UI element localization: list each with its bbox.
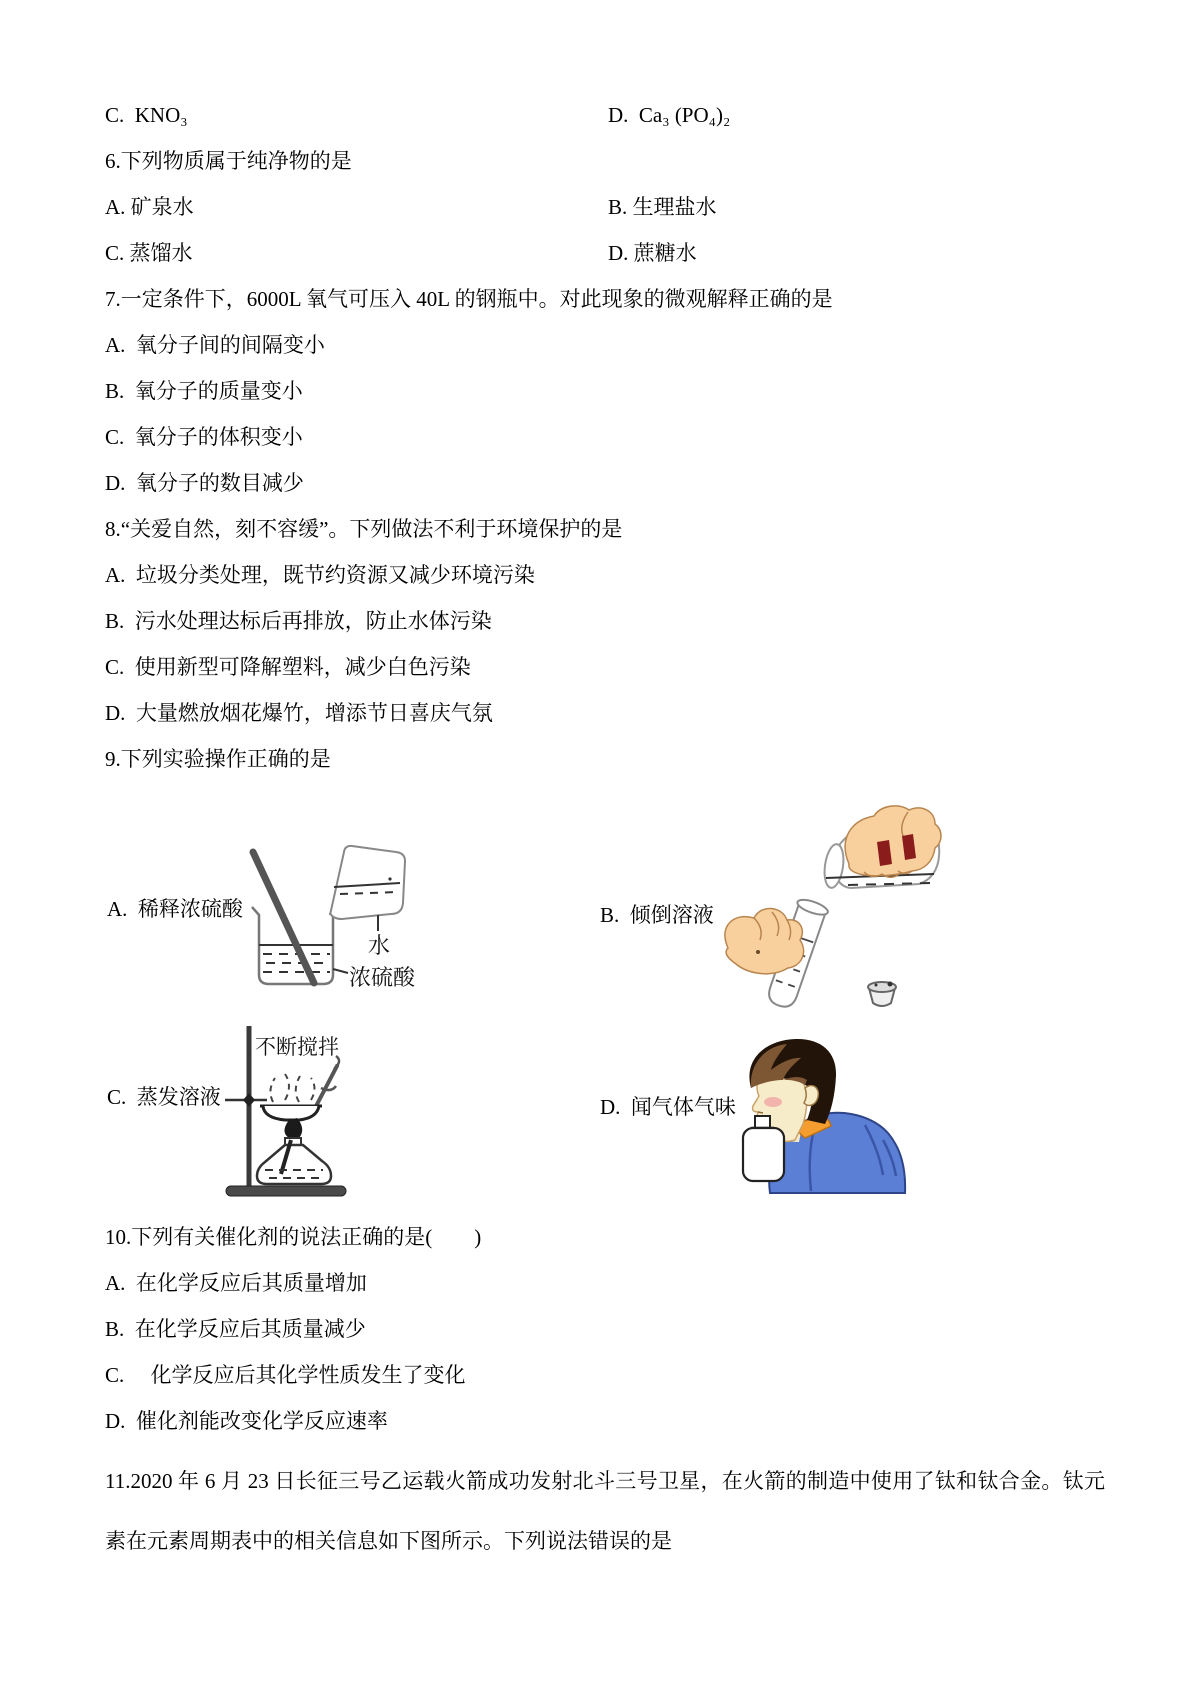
q9-stem: 9.下列实验操作正确的是: [105, 747, 331, 771]
q6-option-a: A. 矿泉水: [105, 195, 194, 219]
q7-option-c: C. 氧分子的体积变小: [105, 425, 303, 449]
q7-option-d: D. 氧分子的数目减少: [105, 471, 304, 495]
q10-option-a: A. 在化学反应后其质量增加: [105, 1271, 367, 1295]
q8-stem: 8.“关爱自然，刻不容缓”。下列做法不利于环境保护的是: [105, 517, 623, 541]
pouring-hand: [845, 806, 941, 876]
q7-stem: 7.一定条件下，6000L 氧气可压入 40L 的钢瓶中。对此现象的微观解释正确的是: [105, 287, 833, 311]
q8-option-d: D. 大量燃放烟花爆竹，增添节日喜庆气氛: [105, 701, 493, 725]
q10-stem: 10.下列有关催化剂的说法正确的是( ): [105, 1225, 482, 1249]
q6-options-ab: [105, 195, 1105, 220]
q9-fig-c-label: C. 蒸发溶液: [107, 1085, 221, 1109]
q5-option-c: C. KNO₃: [105, 103, 188, 127]
acid-label: 浓硫酸: [349, 965, 416, 990]
q5-options-row: [105, 103, 1105, 128]
ear: [804, 1086, 818, 1106]
alcohol-lamp: [257, 1138, 331, 1184]
q6-option-c: C. 蒸馏水: [105, 241, 193, 265]
beaker-pouring: [330, 846, 405, 919]
q6-option-d: D. 蔗糖水: [608, 241, 697, 265]
q10-option-d: D. 催化剂能改变化学反应速率: [105, 1409, 388, 1433]
q6-stem: 6.下列物质属于纯净物的是: [105, 149, 352, 173]
dilution-diagram-icon: [250, 795, 480, 1005]
stir-label: 不断搅拌: [255, 1035, 339, 1059]
clamp-knob: [243, 1093, 255, 1107]
acid-pointer-line: [333, 969, 348, 973]
q8-option-b: B. 污水处理达标后再排放，防止水体污染: [105, 609, 492, 633]
holding-hand: [725, 908, 804, 973]
q9-fig-d-label: D. 闻气体气味: [600, 1095, 736, 1119]
water-label: 水: [368, 933, 391, 958]
q10-option-c: C. 化学反应后其化学性质发生了变化: [105, 1363, 466, 1387]
q9-figure: [105, 793, 1105, 1225]
q8-option-c: C. 使用新型可降解塑料，减少白色污染: [105, 655, 471, 679]
q9-fig-a-label: A. 稀释浓硫酸: [107, 897, 243, 921]
q6-option-b: B. 生理盐水: [608, 195, 717, 219]
stopper: [868, 982, 896, 1007]
q9-fig-b-label: B. 倾倒溶液: [600, 903, 714, 927]
q8-option-a: A. 垃圾分类处理，既节约资源又减少环境污染: [105, 563, 535, 587]
q6-options-cd: [105, 241, 1105, 266]
exam-content: [105, 103, 1105, 1571]
q11-stem: 11.2020 年 6 月 23 日长征三号乙运载火箭成功发射北斗三号卫星，在火箭的制造中使用了钛和钛合金。钛元素在元素周期表中的相关信息如下图所示。下列说法错误的是: [105, 1469, 1105, 1553]
q7-option-b: B. 氧分子的质量变小: [105, 379, 303, 403]
pouring-solution-diagram-icon: [650, 800, 950, 1015]
stand-base: [226, 1186, 346, 1196]
q10-option-b: B. 在化学反应后其质量减少: [105, 1317, 366, 1341]
q7-option-a: A. 氧分子间的间隔变小: [105, 333, 325, 357]
steam: [270, 1074, 314, 1102]
smelling-gas-diagram-icon: [715, 1030, 915, 1195]
blush: [764, 1097, 782, 1107]
q5-option-d: D. Ca₃ (PO₄)₂: [608, 103, 731, 127]
evaporating-dish: [260, 1106, 322, 1120]
evaporation-diagram-icon: [225, 990, 385, 1202]
